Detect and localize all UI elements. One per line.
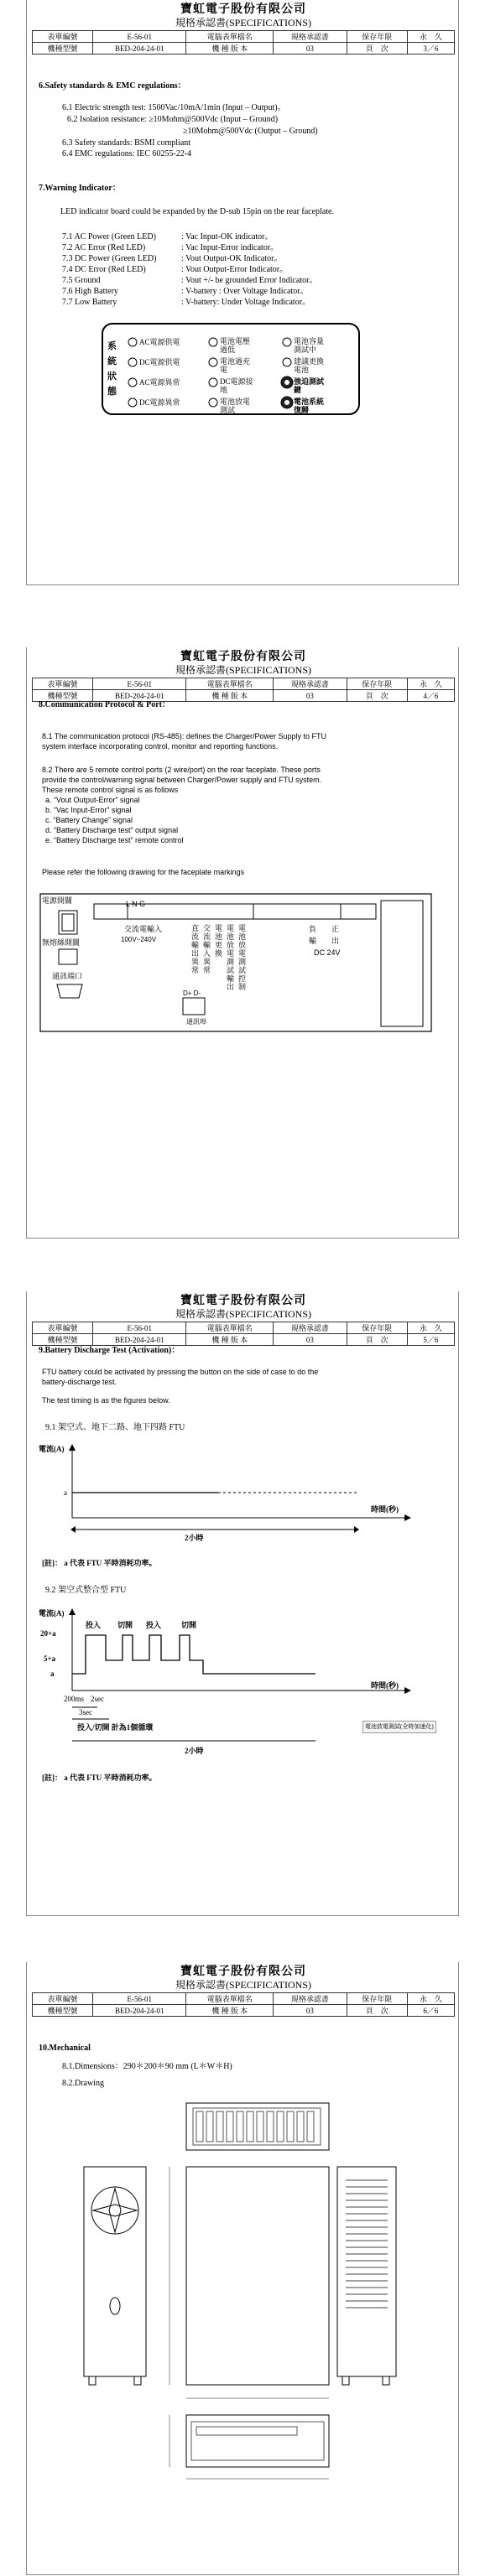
tooltip: 電池放電測試(全時加速化) xyxy=(362,1721,436,1733)
section-6-title: 6.Safety standards & EMC regulations： xyxy=(39,81,186,91)
form-header: 表單編號 E-56-01 電腦表單檔名 規格承認書 保存年限 永 久 機種型號 BED-204-24-01 機 種 版 本 03 頁 次 6／6 xyxy=(32,1992,455,2017)
form-header: 表單編號 E-56-01 電腦表單檔名 規格承認書 保存年限 永 久 機種型號 BED-204-24-01 機 種 版 本 03 頁 次 3／6 xyxy=(32,30,455,55)
rear-faceplate-drawing xyxy=(39,892,433,1033)
page-number: 5／6 xyxy=(407,1334,454,1346)
battery-reset-key[interactable]: 電池系統復歸 xyxy=(294,397,325,414)
page-5: 寶虹電子股份有限公司 規格承認書(SPECIFICATIONS) 表單編號 E-56-01 電腦表單檔名 規格承認書 保存年限 永 久 機種型號 BED-204-24-01 機 種 版 本 03 頁 次 5／6 9.Battery Discharge Test (Activation)： FTU battery could be activated by pressing the button on the side of case to do the battery-discharge test. The test timing is as the figures below. 9.1 架空式、地下二路、地下四路 FTU 電流(A) a 時間(秒) 2小時 [註]： a 代表 FTU 平時消耗功率。 9.2 架空式整合型 FTU 電流(A) 20+a 5+a a 投入 切開 投入 切開 時間(秒) 200ms 2sec 3sec 投入/切開 計為1個循環 電池放電測試(全時加速化) 2小時 [註]： a 代表 FTU 平時消耗功率。 xyxy=(26,1291,459,1916)
company-name: 寶虹電子股份有限公司 xyxy=(180,3,306,16)
page-number: 6／6 xyxy=(407,2005,454,2017)
page-number: 4／6 xyxy=(407,690,454,702)
section-7-title: 7.Warning Indicator： xyxy=(39,184,121,193)
form-header: 表單編號 E-56-01 電腦表單檔名 規格承認書 保存年限 永 久 機種型號 BED-204-24-01 機 種 版 本 03 頁 次 4／6 xyxy=(32,678,455,702)
section-9-title: 9.Battery Discharge Test (Activation)： xyxy=(39,1346,180,1355)
section-10-title: 10.Mechanical xyxy=(39,2044,91,2053)
mechanical-drawing xyxy=(60,2096,430,2566)
timing-figure-1 xyxy=(39,1442,441,1543)
form-header: 表單編號 E-56-01 電腦表單檔名 規格承認書 保存年限 永 久 機種型號 BED-204-24-01 機 種 版 本 03 頁 次 5／6 xyxy=(32,1322,455,1346)
panel-label: 系 統 狀 態 xyxy=(107,341,117,397)
page-4: 寶虹電子股份有限公司 規格承認書(SPECIFICATIONS) 表單編號 E-56-01 電腦表單檔名 規格承認書 保存年限 永 久 機種型號 BED-204-24-01 機 種 版 本 03 頁 次 4／6 8.Communication Protocol & Port： 8.1 The communication protocol (RS-485): defines the Charger/Power Supply to FTU system interface incorporating control, monitor and reporting functions. 8.2 There are 5 remote control ports (2 wire/port) on the rear faceplate. These ports provide the control/warning signal between Charger/Power supply and FTU system. These remote control signal is as follows a. “Vout Output-Error” signal b. “Vac Input-Error” signal c. “Battery Change” signal d. “Battery Discharge test” output signal e. “Battery Discharge test” remote control Please refer the following drawing for the faceplate markings 電源開關 無熔絲開關 通訊端口 L N G 交流電輸入 100V~240V 直流輸出異常 交流輸入異常 電池更換 電池放電測試輸出 電池放電測試控制 負 正 輸 出 DC 24V D+ D- 通訊埠 xyxy=(26,647,459,1239)
spec-title: 規格承認書(SPECIFICATIONS) xyxy=(175,17,311,29)
section-8-title: 8.Communication Protocol & Port： xyxy=(39,700,171,709)
page-3: 寶虹電子股份有限公司 規格承認書(SPECIFICATIONS) 表單編號 E-56-01 電腦表單檔名 規格承認書 保存年限 永 久 機種型號 BED-204-24-01 機 種 版 本 03 頁 次 3／6 6.Safety standards & EMC regulations： 6.1 Electric strength test: 1500Vac/10mA/1min (Input – Output)。 6.2 Isolation resistance: ≥10Mohm@500Vdc (Input – Ground) ≥10Mohm@500Vdc (Output – Ground) 6.3 Safety standards: BSMI compliant 6.4 EMC regulations: IEC 60255-22-4 7.Warning Indicator： LED indicator board could be expanded by the D-sub 15pin on the rear faceplate. 7.1 AC Power (Green LED) : Vac Input-OK indicator。 7.2 AC Error (Red LED) : Vac Input-Error indicator。 7.3 DC Power (Green LED) : Vout Output-OK Indicator。 7.4 DC Error (Red LED) : Vout Output-Error Indicator。 7.5 Ground : Vout +/- be grounded Error Indicator。 7.6 High Battery : V-battery : Over Voltage Indicator。 7.7 Low Battery : V-battery: Under Voltage Indicator。 系 統 狀 態 AC電源供電 DC電源供電 AC電源異常 DC電源異常 電池電壓過低 電池過充電 DC電源接地 電池放電測試 電池容量測試中 建議更換電池 強迫測試鍵 電池系統復歸 xyxy=(26,0,459,585)
page-6: 寶虹電子股份有限公司 規格承認書(SPECIFICATIONS) 表單編號 E-56-01 電腦表單檔名 規格承認書 保存年限 永 久 機種型號 BED-204-24-01 機 種 版 本 03 頁 次 6／6 10.Mechanical 8.1.Dimensions：290＊200＊90 mm (L＊W＊H) 8.2.Drawing xyxy=(26,1962,459,2575)
force-test-key[interactable]: 強迫測試鍵 xyxy=(294,377,325,394)
page-number: 3／6 xyxy=(407,43,454,55)
